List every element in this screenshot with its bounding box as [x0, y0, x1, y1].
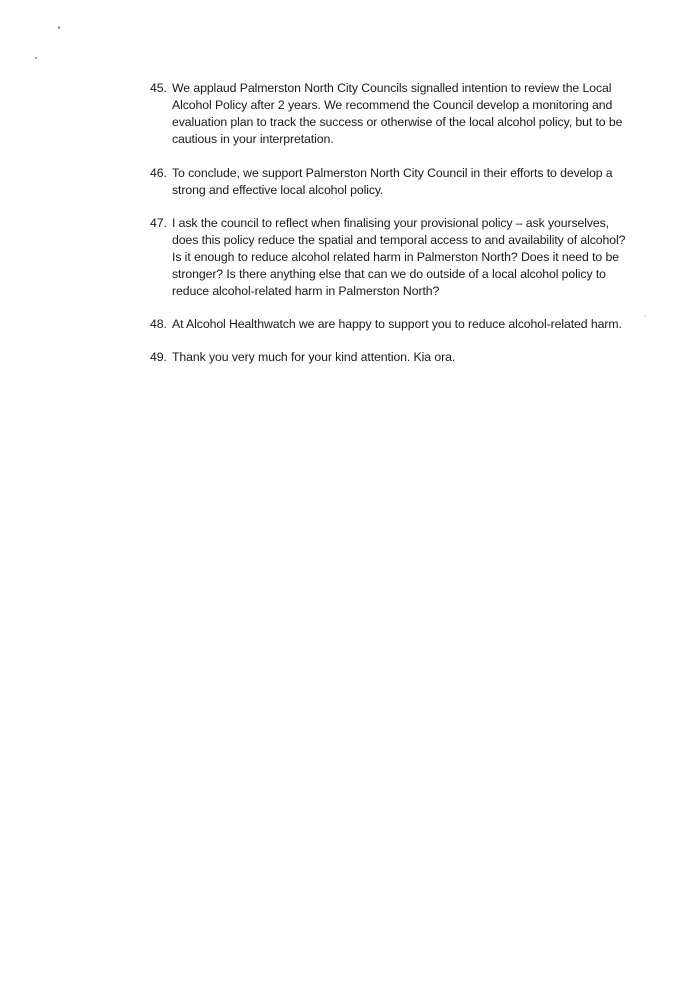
paragraph-text: To conclude, we support Palmerston North City Council in their efforts to develop a strong and effective local alcohol policy.	[172, 166, 613, 197]
paragraph-45	[150, 80, 630, 148]
paragraph-49	[150, 349, 630, 366]
paragraph-47	[150, 215, 630, 300]
paragraph-text: I ask the council to reflect when finalising your provisional policy – ask yourselves, does this policy reduce the spatial and temporal access to and availability of alcohol? Is it enough to reduce alcohol related harm in Palmerston North? Does it need to be stronger? Is there anything else that can we do outside of a local alcohol policy to reduce alcohol-related harm in Palmerston North?	[172, 216, 626, 298]
paragraph-48	[150, 316, 630, 333]
scan-speck	[58, 26, 60, 29]
paragraph-number: 45.	[150, 81, 167, 95]
scan-speck	[35, 57, 37, 59]
paragraph-text: At Alcohol Healthwatch we are happy to support you to reduce alcohol-related harm.	[172, 317, 622, 331]
paragraph-46	[150, 165, 630, 199]
paragraph-number: 49.	[150, 350, 167, 364]
paragraph-number: 48.	[150, 317, 167, 331]
scan-speck	[644, 316, 646, 317]
paragraph-number: 47.	[150, 216, 167, 230]
numbered-paragraph-list	[150, 80, 630, 366]
paragraph-number: 46.	[150, 166, 167, 180]
paragraph-text: We applaud Palmerston North City Councils signalled intention to review the Local Alcohol Policy after 2 years. We recommend the Council develop a monitoring and evaluation plan to track the success or otherwise of the local alcohol policy, but to be cautious in your interpretation.	[172, 81, 623, 146]
paragraph-text: Thank you very much for your kind attention. Kia ora.	[172, 350, 456, 364]
